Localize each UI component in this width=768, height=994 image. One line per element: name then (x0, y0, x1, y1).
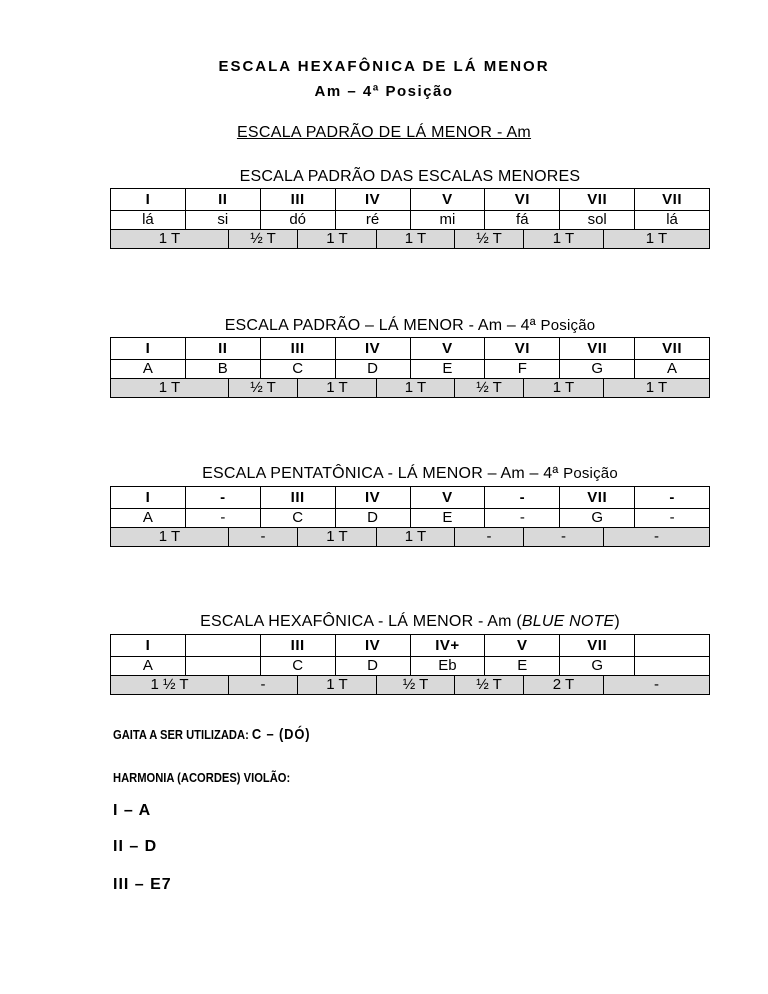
degree-cell (185, 635, 260, 656)
interval-cell: 1 T (376, 230, 454, 248)
chord-item: I – A (113, 802, 152, 819)
interval-cell: ½ T (228, 379, 297, 397)
degree-cell: V (484, 635, 559, 656)
interval-cell: - (228, 528, 297, 546)
interval-cell: 1 ½ T (150, 676, 189, 693)
table-1-caption (110, 168, 710, 186)
degree-cell (634, 635, 709, 656)
degree-cell: V (410, 487, 485, 508)
interval-cell: 1 T (376, 379, 454, 397)
degree-cell: VII (559, 487, 634, 508)
note-cell: - (484, 509, 559, 527)
page-subtitle: Am – 4ª Posição (314, 83, 454, 100)
note-cell: lá (634, 211, 709, 229)
interval-cell: 1 T (376, 528, 454, 546)
notes-row (111, 359, 709, 378)
interval-cell: - (454, 528, 523, 546)
degree-cell: V (410, 189, 485, 210)
degree-cell: VI (484, 338, 559, 359)
note-cell: mi (410, 211, 485, 229)
table-4-caption-end: ) (614, 613, 620, 630)
note-cell: ré (335, 211, 410, 229)
note-cell: D (335, 360, 410, 378)
interval-cell: 2 T (523, 676, 603, 694)
table-2-caption (110, 317, 710, 335)
degree-cell: II (185, 189, 260, 210)
scale-table-3 (110, 486, 710, 547)
page-title: ESCALA HEXAFÔNICA DE LÁ MENOR (218, 58, 550, 75)
interval-cell: - (228, 676, 297, 694)
interval-cell: 1 T (158, 379, 181, 396)
degree-cell: I (145, 637, 151, 654)
degree-cell: IV+ (410, 635, 485, 656)
degree-cell: III (260, 635, 335, 656)
scale-table-2 (110, 337, 710, 398)
interval-cell: 1 T (523, 230, 603, 248)
degree-cell: I (145, 340, 151, 357)
note-cell: sol (559, 211, 634, 229)
degrees-row (111, 338, 709, 359)
interval-cell: ½ T (376, 676, 454, 694)
note-cell (185, 657, 260, 675)
interval-cell: 1 T (158, 230, 181, 247)
chord-item: III – E7 (113, 876, 172, 893)
degree-cell: - (484, 487, 559, 508)
note-cell: G (559, 657, 634, 675)
note-cell: A (142, 657, 153, 674)
note-cell: si (185, 211, 260, 229)
degree-cell: II (185, 338, 260, 359)
gaita-label: GAITA A SER UTILIZADA: (113, 727, 252, 742)
note-cell: D (335, 657, 410, 675)
table-1-caption-text: ESCALA PADRÃO DAS ESCALAS MENORES (239, 168, 581, 185)
table-4-caption (110, 613, 710, 631)
interval-cell: ½ T (228, 230, 297, 248)
intervals-row (111, 675, 709, 694)
table-2-caption-text: ESCALA PADRÃO – LÁ MENOR - Am – 4ª (224, 317, 541, 334)
degree-cell: IV (335, 189, 410, 210)
harmonia-label: HARMONIA (ACORDES) VIOLÃO: (113, 770, 291, 785)
note-cell: Eb (410, 657, 485, 675)
note-cell: G (559, 509, 634, 527)
degree-cell: VI (484, 189, 559, 210)
degree-cell: IV (335, 635, 410, 656)
interval-cell: 1 T (603, 379, 709, 397)
note-cell: B (185, 360, 260, 378)
interval-cell: - (523, 528, 603, 546)
note-cell: C (260, 360, 335, 378)
table-3-caption (110, 465, 710, 483)
scale-table-4 (110, 634, 710, 695)
degree-cell: V (410, 338, 485, 359)
degree-cell: I (145, 191, 151, 208)
note-cell (634, 657, 709, 675)
intervals-row (111, 527, 709, 546)
note-cell: A (142, 360, 153, 377)
note-cell: E (410, 360, 485, 378)
note-cell: G (559, 360, 634, 378)
interval-cell: 1 T (523, 379, 603, 397)
notes-row (111, 656, 709, 675)
note-cell: dó (260, 211, 335, 229)
interval-cell: ½ T (454, 230, 523, 248)
degrees-row (111, 487, 709, 508)
interval-cell: 1 T (603, 230, 709, 248)
note-cell: A (142, 509, 153, 526)
table-3-caption-position: Posição (563, 465, 618, 482)
intervals-row (111, 378, 709, 397)
note-cell: E (484, 657, 559, 675)
interval-cell: 1 T (297, 379, 376, 397)
degree-cell: III (260, 487, 335, 508)
intervals-row (111, 229, 709, 248)
interval-cell: ½ T (454, 676, 523, 694)
note-cell: C (260, 657, 335, 675)
degrees-row (111, 189, 709, 210)
standard-scale-title: ESCALA PADRÃO DE LÁ MENOR - Am (236, 124, 532, 141)
degree-cell: VII (634, 338, 709, 359)
note-cell: C (260, 509, 335, 527)
interval-cell: - (603, 528, 709, 546)
interval-cell: 1 T (297, 676, 376, 694)
degree-cell: I (145, 489, 151, 506)
degree-cell: VII (634, 189, 709, 210)
interval-cell: 1 T (158, 528, 181, 545)
note-cell: E (410, 509, 485, 527)
gaita-value: C – (DÓ) (251, 726, 311, 743)
degree-cell: VII (559, 635, 634, 656)
gaita-line (113, 726, 310, 743)
scale-table-1 (110, 188, 710, 249)
note-cell: - (634, 509, 709, 527)
table-3-caption-text: ESCALA PENTATÔNICA - LÁ MENOR – Am – 4ª (202, 465, 564, 482)
table-4-caption-blue-note: BLUE NOTE (521, 613, 615, 630)
degrees-row (111, 635, 709, 656)
note-cell: fá (484, 211, 559, 229)
table-2-caption-position: Posição (540, 317, 596, 334)
degree-cell: - (185, 487, 260, 508)
degree-cell: IV (335, 487, 410, 508)
degree-cell: - (634, 487, 709, 508)
note-cell: A (634, 360, 709, 378)
degree-cell: VII (559, 338, 634, 359)
notes-row (111, 508, 709, 527)
notes-row (111, 210, 709, 229)
note-cell: D (335, 509, 410, 527)
note-cell: F (484, 360, 559, 378)
table-4-caption-text: ESCALA HEXAFÔNICA - LÁ MENOR - Am ( (200, 613, 522, 630)
degree-cell: III (260, 338, 335, 359)
interval-cell: ½ T (454, 379, 523, 397)
interval-cell: 1 T (297, 528, 376, 546)
degree-cell: IV (335, 338, 410, 359)
interval-cell: 1 T (297, 230, 376, 248)
note-cell: - (185, 509, 260, 527)
degree-cell: VII (559, 189, 634, 210)
note-cell: lá (142, 211, 154, 228)
degree-cell: III (260, 189, 335, 210)
interval-cell: - (603, 676, 709, 694)
chord-item: II – D (113, 838, 158, 855)
